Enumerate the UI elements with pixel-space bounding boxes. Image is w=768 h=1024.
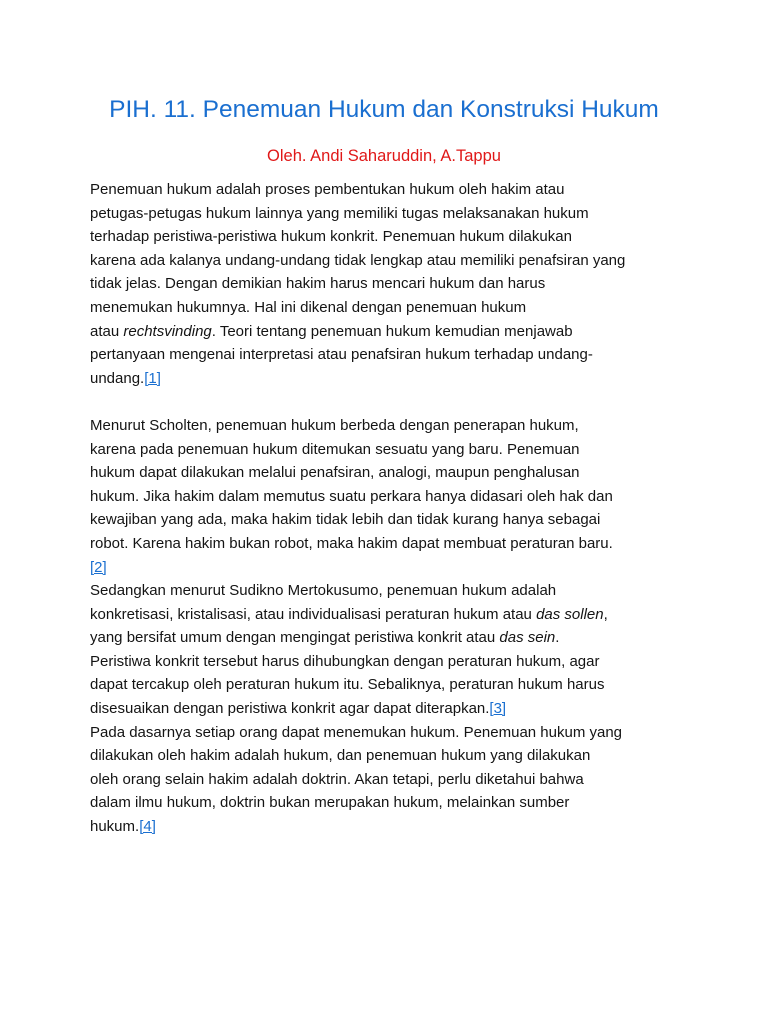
document-body [90, 178, 685, 839]
text-line [90, 320, 685, 344]
text-line: Sedangkan menurut Sudikno Mertokusumo, penemuan hukum adalah [90, 582, 557, 600]
text-line: Menurut Scholten, penemuan hukum berbeda dengan penerapan hukum, [90, 416, 579, 434]
text-run: disesuaikan dengan peristiwa konkrit agar dapat diterapkan. [90, 700, 490, 718]
paragraph-4 [90, 721, 685, 839]
text-line [90, 697, 685, 721]
text-line: Penemuan hukum adalah proses pembentukan hukum oleh hakim atau [90, 181, 565, 198]
text-line: dapat tercakup oleh peraturan hukum itu. Sebaliknya, peraturan hukum harus [90, 676, 605, 694]
footnote-link-1[interactable]: [1] [144, 369, 161, 387]
footnote-link-4[interactable]: [4] [139, 818, 156, 836]
text-run: . [555, 629, 560, 647]
text-line: hukum dapat dilakukan melalui penafsiran, analogi, maupun penghalusan [90, 464, 580, 482]
text-line: dalam ilmu hukum, doktrin bukan merupakan hukum, melainkan sumber [90, 794, 570, 812]
text-run: konkretisasi, kristalisasi, atau individualisasi peraturan hukum atau [90, 605, 537, 623]
text-run: yang bersifat umum dengan mengingat peristiwa konkrit atau [90, 629, 500, 647]
text-line: kewajiban yang ada, maka hakim tidak lebih dan tidak kurang hanya sebagai [90, 511, 601, 529]
text-line [90, 626, 685, 650]
author-line: Oleh. Andi Saharuddin, A.Tappu [267, 147, 501, 165]
text-line: petugas-petugas hukum lainnya yang memiliki tugas melaksanakan hukum [90, 204, 589, 222]
italic-term: das sollen [536, 605, 604, 623]
blank-line [90, 390, 685, 414]
footnote-link-2[interactable]: [2] [90, 558, 107, 576]
paragraph-3 [90, 579, 685, 721]
footnote-link-3[interactable]: [3] [489, 700, 507, 718]
text-line: hukum. Jika hakim dalam memutus suatu perkara hanya didasari oleh hak dan [90, 487, 613, 505]
text-line [90, 815, 685, 839]
text-line: terhadap peristiwa-peristiwa hukum konkrit. Penemuan hukum dilakukan [90, 228, 572, 246]
paragraph-1 [90, 178, 685, 414]
text-line: dilakukan oleh hakim adalah hukum, dan penemuan hukum yang dilakukan [90, 747, 591, 765]
text-run: . Teori tentang penemuan hukum kemudian menjawab [211, 322, 573, 340]
text-line: Pada dasarnya setiap orang dapat menemukan hukum. Penemuan hukum yang [90, 723, 623, 741]
paragraph-2 [90, 414, 685, 579]
text-line: tidak jelas. Dengan demikian hakim harus mencari hukum dan harus [90, 275, 546, 293]
text-line: karena pada penemuan hukum ditemukan sesuatu yang baru. Penemuan [90, 440, 580, 458]
text-run: atau [90, 322, 124, 340]
text-line: Peristiwa konkrit tersebut harus dihubungkan dengan peraturan hukum, agar [90, 652, 600, 670]
text-line: karena ada kalanya undang-undang tidak lengkap atau memiliki penafsiran yang [90, 251, 626, 269]
text-line [90, 603, 685, 627]
text-line: robot. Karena hakim bukan robot, maka hakim dapat membuat peraturan baru. [90, 534, 613, 552]
italic-term: rechtsvinding [123, 322, 212, 340]
text-run: hukum. [90, 818, 140, 836]
text-line [90, 556, 685, 580]
text-run: , [603, 605, 608, 623]
document-title: PIH. 11. Penemuan Hukum dan Konstruksi Hukum [109, 96, 659, 123]
text-line: oleh orang selain hakim adalah doktrin. Akan tetapi, perlu diketahui bahwa [90, 770, 584, 788]
text-line: menemukan hukumnya. Hal ini dikenal dengan penemuan hukum [90, 298, 527, 316]
italic-term: das sein [499, 629, 556, 647]
text-run: undang. [90, 369, 145, 387]
text-line: pertanyaan mengenai interpretasi atau penafsiran hukum terhadap undang- [90, 346, 593, 364]
text-line [90, 367, 685, 391]
